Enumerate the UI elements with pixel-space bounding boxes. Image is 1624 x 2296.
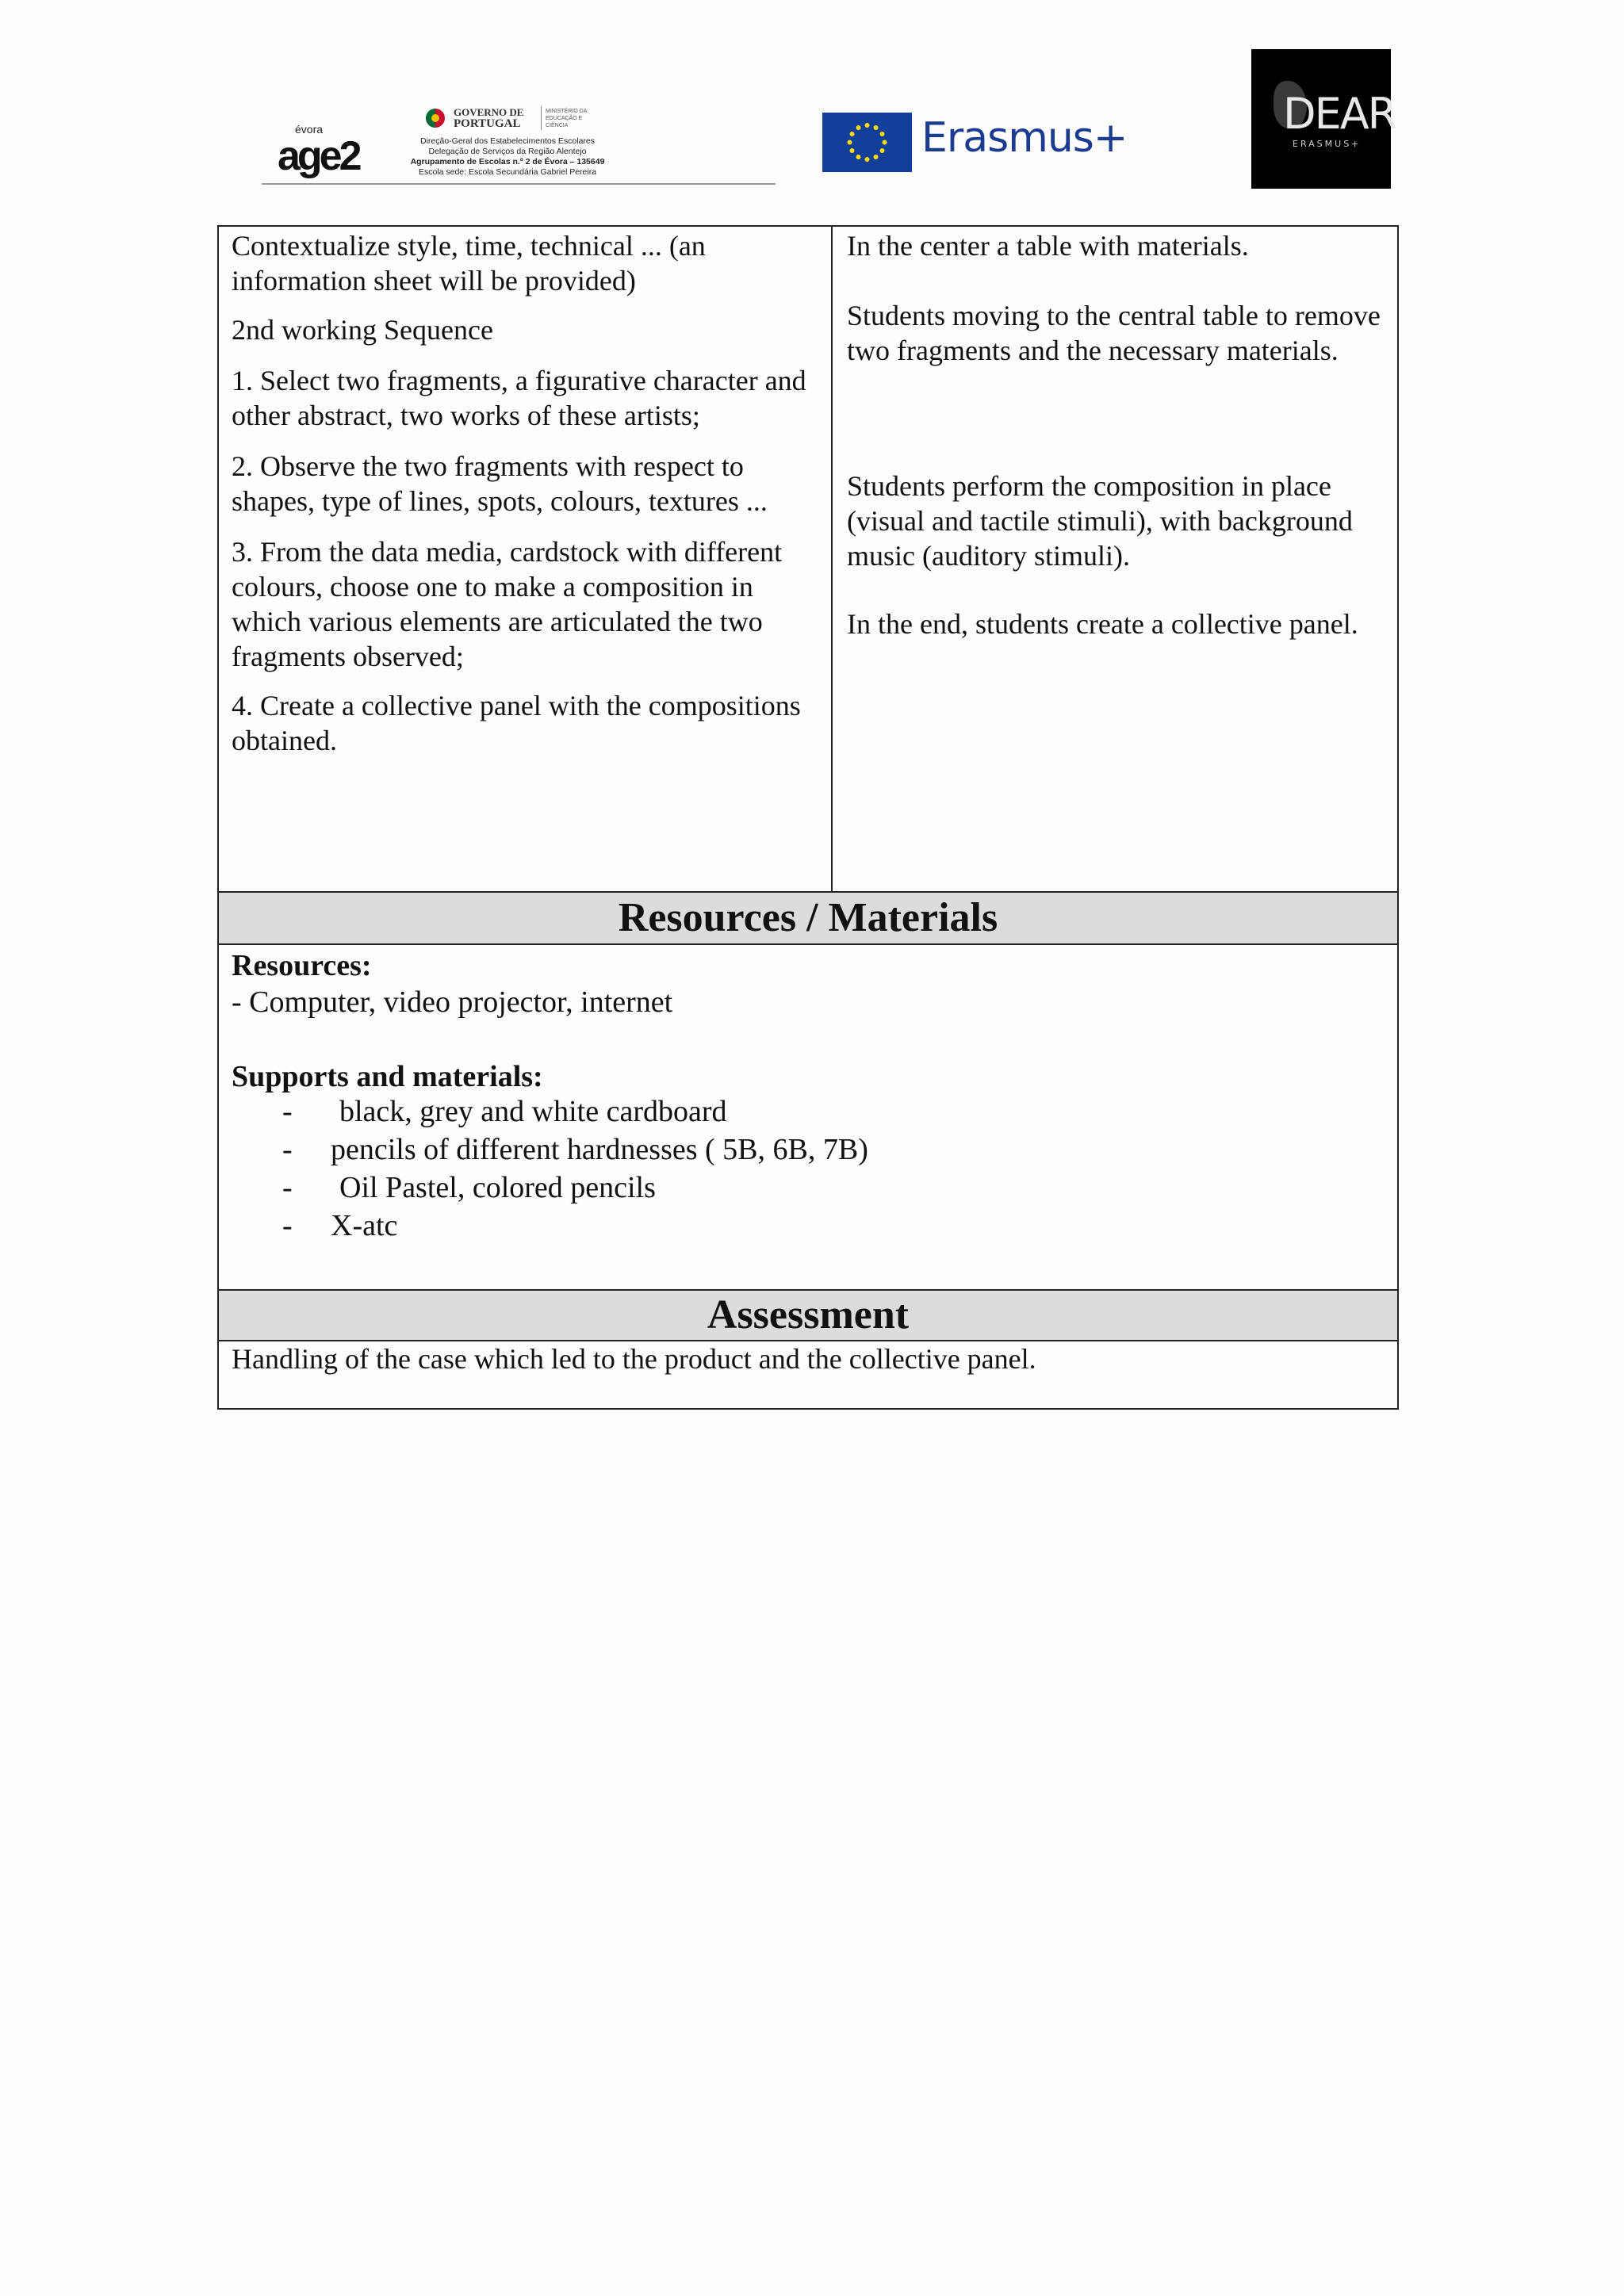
strategy-paragraph: Students moving to the central table to remove two fragments and the necessary materials. [847, 300, 1381, 366]
header-rule [262, 183, 776, 185]
ministry-label: MINISTÉRIO DA EDUCAÇÃO E CIÊNCIA [546, 109, 588, 128]
material-item: pencils of different hardnesses ( 5B, 6B, 7B) [331, 1133, 868, 1166]
resources-title: Resources / Materials [618, 895, 998, 940]
address-line: Delegação de Serviços da Região Alentejo [428, 147, 587, 156]
government-label [454, 106, 523, 130]
school-logos [262, 95, 777, 190]
age2-logo [278, 123, 359, 179]
material-item: Oil Pastel, colored pencils [339, 1171, 656, 1204]
gov-line2: PORTUGAL [454, 117, 521, 130]
school-address [377, 136, 638, 178]
strategies-cell [833, 227, 1397, 893]
material-item: black, grey and white cardboard [339, 1095, 727, 1128]
gov-divider [541, 106, 542, 130]
erasmus-logo [822, 111, 1128, 174]
resources-label: Resources: [232, 949, 372, 982]
lesson-table [217, 225, 1399, 1410]
assessment-title: Assessment [707, 1292, 910, 1337]
strategy-paragraph: In the end, students create a collective panel. [847, 608, 1358, 640]
portugal-emblem-icon [424, 107, 446, 129]
dear-logo [1251, 49, 1396, 189]
step-item: 3. From the data media, cardstock with different colours, choose one to make a composition in which various elements are articulated the two fragments observed; [232, 536, 783, 672]
assessment-text: Handling of the case which led to the product and the collective panel. [232, 1343, 1036, 1375]
bullet-mark: - [282, 1171, 293, 1204]
age2-logo-subtext: évora [295, 123, 324, 136]
bullet-mark: - [282, 1095, 293, 1128]
gov-line1: GOVERNO DE [454, 106, 524, 118]
supports-label: Supports and materials: [232, 1060, 543, 1093]
address-line: Agrupamento de Escolas n.º 2 de Évora – 135649 [410, 157, 605, 166]
bullet-mark: - [282, 1209, 293, 1242]
age2-logo-text: age2 [278, 133, 359, 179]
step-item: 2. Observe the two fragments with respect to shapes, type of lines, spots, colours, textures ... [232, 450, 768, 517]
address-line: Direção-Geral dos Estabelecimentos Escolares [419, 136, 595, 146]
strategy-paragraph: In the center a table with materials. [847, 230, 1249, 262]
material-item: X-atc [331, 1209, 398, 1242]
resources-header-band [219, 893, 1397, 943]
sequence-title: 2nd working Sequence [232, 314, 493, 346]
step-item: 4. Create a collective panel with the compositions obtained. [232, 690, 801, 756]
erasmus-text: Erasmus+ [921, 114, 1128, 162]
step-item: 1. Select two fragments, a figurative character and other abstract, two works of these artists; [232, 365, 806, 431]
dear-logo-text: DEAR [1283, 89, 1396, 139]
dear-logo-subtext: ERASMUS+ [1293, 139, 1362, 149]
resources-item: - Computer, video projector, internet [232, 985, 673, 1019]
page-header [0, 0, 1624, 206]
activities-cell [219, 227, 833, 893]
strategy-paragraph: Students perform the composition in place (visual and tactile stimuli), with background music (auditory stimuli). [847, 470, 1353, 572]
assessment-header-band [219, 1291, 1397, 1340]
row-divider [219, 943, 1397, 945]
eu-flag-icon [822, 113, 912, 172]
bullet-mark: - [282, 1133, 293, 1166]
context-paragraph: Contextualize style, time, technical ... (an information sheet will be provided) [232, 230, 706, 297]
address-line: Escola sede: Escola Secundária Gabriel Pereira [418, 167, 597, 177]
